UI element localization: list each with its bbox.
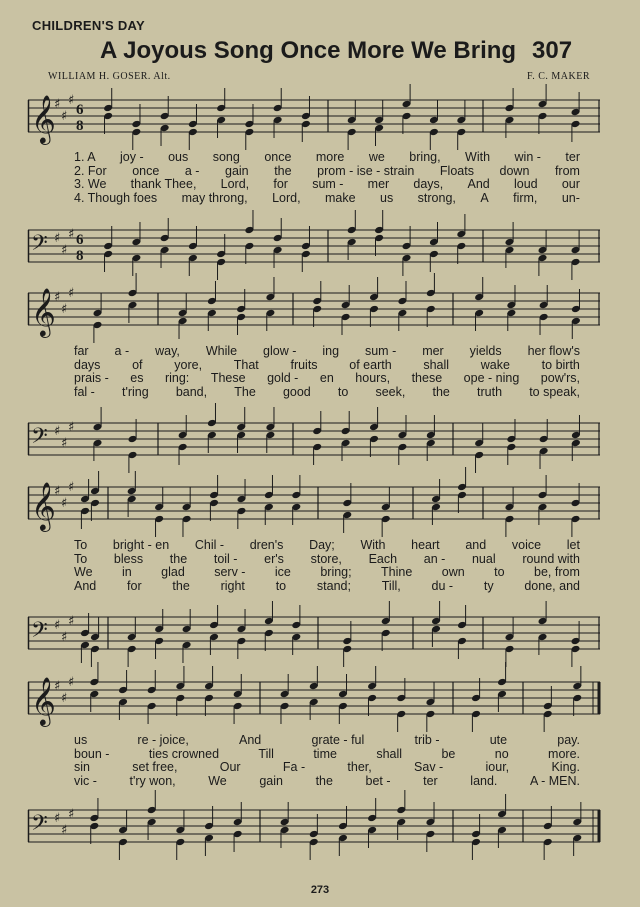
sharp-icon: ♯ [61,109,68,124]
sharp-icon: ♯ [61,243,68,258]
lyric-syllable: re - joice, [137,733,189,747]
lyric-line [28,565,600,579]
hymn-number: 307 [532,37,573,64]
lyric-syllable: To [74,551,88,566]
lyric-syllable: band, [175,384,208,399]
lyric-syllable: King. [551,760,580,774]
sharp-icon: ♯ [68,807,75,822]
lyric-syllable: Sav - [414,760,444,774]
lyric-syllable: shall [376,746,403,761]
lyric-syllable: prom - ise - strain [317,163,415,178]
lyric-syllable: bright - en [112,538,170,552]
lyric-syllable: Day; [309,538,335,552]
lyric-syllable: pow'rs, [540,371,580,385]
lyric-syllable: down [499,163,530,178]
lyric-syllable: far [74,344,89,358]
lyric-syllable: While [205,344,238,358]
lyric-line [28,774,600,788]
lyric-syllable: heart [411,538,440,552]
lyric-line [28,760,600,774]
time-signature-bottom: 8 [76,118,84,134]
lyric-syllable: A - MEN. [529,773,580,788]
lyric-syllable: gain [225,163,249,178]
lyric-syllable: Lord, [220,177,250,191]
lyric-syllable: be, from [534,565,580,579]
lyric-syllable: toil - [213,551,238,566]
bass-staff-2 [28,411,600,471]
lyric-syllable: win - [514,150,541,164]
lyrics-block-4 [28,733,600,787]
lyric-syllable: of earth [349,357,392,372]
time-signature-bottom: 8 [76,248,84,264]
lyric-line [28,747,600,761]
lyric-syllable: us [74,733,88,747]
sharp-icon: ♯ [61,630,68,645]
bass-clef-icon: 𝄢 [31,811,48,841]
lyric-syllable: To [74,538,88,552]
sharp-icon: ♯ [68,420,75,435]
lyric-syllable: once [264,150,292,164]
sharp-icon: ♯ [68,480,75,495]
page-number: 273 [310,884,330,896]
lyric-syllable: bless [113,551,144,566]
lyric-syllable: wake [480,357,510,372]
lyric-syllable: own [441,565,465,579]
lyric-syllable: to speak, [529,384,580,399]
bass-clef-icon: 𝄢 [31,618,48,648]
sharp-icon: ♯ [61,302,68,317]
lyric-syllable: Thine [381,565,413,579]
lyric-syllable: store, [310,551,342,566]
lyric-syllable: joy - [120,150,144,164]
bass-clef-icon: 𝄢 [31,424,48,454]
lyric-syllable: And [74,578,97,593]
lyric-syllable: the [315,773,333,788]
lyric-syllable: to [494,565,505,579]
lyric-syllable: no [494,746,509,761]
bass-staff-1 [28,218,600,278]
lyric-syllable: mer [367,177,390,191]
lyric-syllable: for [273,177,288,191]
lyric-syllable: good [282,384,311,399]
lyric-syllable: mer [422,344,444,358]
lyric-syllable: let [566,538,580,552]
lyric-syllable: Floats [439,163,474,178]
sharp-icon: ♯ [68,93,75,108]
lyric-line [28,164,600,178]
lyric-syllable: We [208,773,227,788]
sharp-icon: ♯ [54,231,61,246]
lyric-syllable: With [360,538,386,552]
sharp-icon: ♯ [61,496,68,511]
lyric-syllable: to birth [541,357,580,372]
lyric-syllable: song [212,150,240,164]
lyric-syllable: stand; [316,578,351,593]
lyric-syllable: done, and [524,578,580,593]
lyric-syllable: set free, [132,760,178,774]
lyric-line [28,150,600,164]
lyric-syllable: That [233,357,259,372]
lyric-syllable: and [465,538,487,552]
lyric-syllable: A [480,190,489,205]
lyric-syllable: yields [469,344,502,358]
lyric-syllable: These [210,371,246,385]
lyric-syllable: from [554,163,580,178]
lyric-syllable: ous [168,150,189,164]
lyric-line [28,579,600,593]
lyric-syllable: thank Thee, [130,177,197,191]
bass-staff-4 [28,798,600,858]
lyric-syllable: days, [413,177,444,191]
treble-staff-4 [28,670,600,730]
lyric-syllable: Till, [381,578,401,593]
lyric-syllable: in [121,565,132,579]
lyric-syllable: With [465,150,491,164]
lyric-line [28,191,600,205]
lyric-syllable: Each [368,551,398,566]
lyric-syllable: the [172,578,190,593]
lyric-syllable: Lord, [272,190,301,205]
lyric-syllable: of [132,357,143,372]
lyric-syllable: way, [155,344,180,358]
lyric-syllable: ter [423,773,438,788]
treble-clef-icon: 𝄞 [31,94,56,143]
sharp-icon: ♯ [54,424,61,439]
lyric-syllable: Fa - [282,760,306,774]
lyric-syllable: ope - ning [463,371,520,385]
lyric-syllable: ter [565,150,580,164]
lyric-syllable: sin [74,760,90,774]
lyric-syllable: sum - [312,177,344,191]
lyric-syllable: vic - [74,773,97,788]
lyric-syllable: du - [431,578,454,593]
sharp-icon: ♯ [54,97,61,112]
sharp-icon: ♯ [54,290,61,305]
sharp-icon: ♯ [54,618,61,633]
lyric-syllable: gold - [267,371,299,385]
sharp-icon: ♯ [68,675,75,690]
lyric-syllable: firm, [513,190,538,205]
lyric-syllable: an - [423,551,446,566]
lyric-syllable: And [467,177,490,191]
lyric-syllable: un- [561,190,580,205]
lyric-line [28,358,600,372]
lyric-syllable: Chil - [194,538,225,552]
lyric-syllable: serv - [214,565,246,579]
lyric-syllable: more. [548,746,580,761]
lyric-syllable: ty [483,578,494,593]
lyric-syllable: a - [184,163,200,178]
lyric-syllable: bring, [409,150,441,164]
lyric-syllable: we [368,150,385,164]
lyric-syllable: to [275,578,287,593]
lyric-syllable: the [169,551,188,566]
sharp-icon: ♯ [68,227,75,242]
lyric-syllable: And [239,733,262,747]
lyric-line [28,552,600,566]
lyric-syllable: us [380,190,394,205]
lyric-syllable: grate - ful [311,733,365,747]
lyric-syllable: voice [511,538,542,552]
lyric-syllable: loud [513,177,538,191]
lyric-syllable: more [315,150,345,164]
lyric-syllable: Our [219,760,241,774]
lyric-syllable: land. [470,773,498,788]
lyrics-block-1 [28,150,600,204]
lyric-syllable: the [432,384,450,399]
lyric-syllable: be [441,746,456,761]
lyric-syllable: her flow's [527,344,580,358]
lyric-syllable: bring; [320,565,352,579]
lyric-syllable: right [220,578,245,593]
music-credit: F. C. MAKER [526,71,590,82]
lyric-syllable: our [561,177,580,191]
lyric-syllable: er's [264,551,284,566]
lyrics-block-3 [28,538,600,592]
lyric-syllable: time [313,746,337,761]
lyric-syllable: Till [258,746,274,761]
lyric-line [28,177,600,191]
lyric-syllable: strong, [417,190,456,205]
lyric-line [28,371,600,385]
lyric-syllable: to [337,384,349,399]
sharp-icon: ♯ [54,811,61,826]
lyric-syllable: glow - [263,344,297,358]
lyric-syllable: ther, [347,760,372,774]
sharp-icon: ♯ [61,823,68,838]
bass-staff-3 [28,605,600,665]
lyric-syllable: boun - [74,746,110,761]
lyric-syllable: seek, [375,384,406,399]
lyric-syllable: 2. For [74,163,107,178]
treble-clef-icon: 𝄞 [31,287,56,336]
lyric-syllable: these [411,371,443,385]
sharp-icon: ♯ [54,484,61,499]
lyric-syllable: bet - [365,773,391,788]
sharp-icon: ♯ [61,691,68,706]
lyric-syllable: yore, [174,357,203,372]
lyric-syllable: t'ring [121,384,149,399]
sharp-icon: ♯ [54,679,61,694]
sharp-icon: ♯ [68,614,75,629]
bass-clef-icon: 𝄢 [31,231,48,261]
lyric-syllable: The [234,384,256,399]
lyric-syllable: ute [489,733,508,747]
section-label: CHILDREN'S DAY [32,18,145,33]
lyric-syllable: shall [423,357,450,372]
lyric-syllable: may throng, [181,190,248,205]
lyric-syllable: make [325,190,356,205]
lyric-line [28,538,600,552]
time-signature-top: 6 [76,232,84,248]
lyrics-block-2 [28,344,600,398]
lyric-syllable: ring: [164,371,190,385]
lyric-syllable: fal - [74,384,95,399]
lyric-syllable: dren's [249,538,284,552]
lyric-syllable: hours, [355,371,391,385]
lyric-syllable: truth [477,384,503,399]
lyric-syllable: glad [161,565,185,579]
lyric-line [28,385,600,399]
lyric-syllable: nual [471,551,496,566]
lyric-syllable: the [274,163,292,178]
lyric-syllable: once [132,163,160,178]
hymn-title: A Joyous Song Once More We Bring [100,37,517,64]
lyric-syllable: 4. Though foes [74,190,158,205]
treble-staff-1 [28,88,600,148]
treble-staff-2 [28,281,600,341]
lyric-line [28,344,600,358]
lyric-syllable: ties crowned [148,746,220,761]
lyric-syllable: ice [274,565,291,579]
lyric-syllable: days [74,357,101,372]
lyric-syllable: t'ry won, [129,773,176,788]
treble-staff-3 [28,475,600,535]
time-signature-top: 6 [76,102,84,118]
lyric-syllable: We [74,565,93,579]
lyric-syllable: gain [259,773,283,788]
lyric-syllable: 1. A [74,150,96,164]
lyric-syllable: 3. We [74,177,107,191]
lyric-syllable: trib - [414,733,440,747]
lyric-syllable: en [319,371,334,385]
lyric-syllable: es [130,371,144,385]
sharp-icon: ♯ [68,286,75,301]
lyric-syllable: round with [522,551,580,566]
lyric-line [28,733,600,747]
lyric-syllable: a - [114,344,130,358]
lyric-syllable: pay. [557,733,580,747]
words-credit: WILLIAM H. GOSER. Alt. [48,71,171,82]
lyric-syllable: fruits [290,357,318,372]
lyric-syllable: ing [322,344,340,358]
lyric-syllable: iour, [485,760,510,774]
lyric-syllable: prais - [74,371,109,385]
treble-clef-icon: 𝄞 [31,676,56,725]
sharp-icon: ♯ [61,436,68,451]
lyric-syllable: sum - [364,344,397,358]
lyric-syllable: for [127,578,142,593]
treble-clef-icon: 𝄞 [31,481,56,530]
